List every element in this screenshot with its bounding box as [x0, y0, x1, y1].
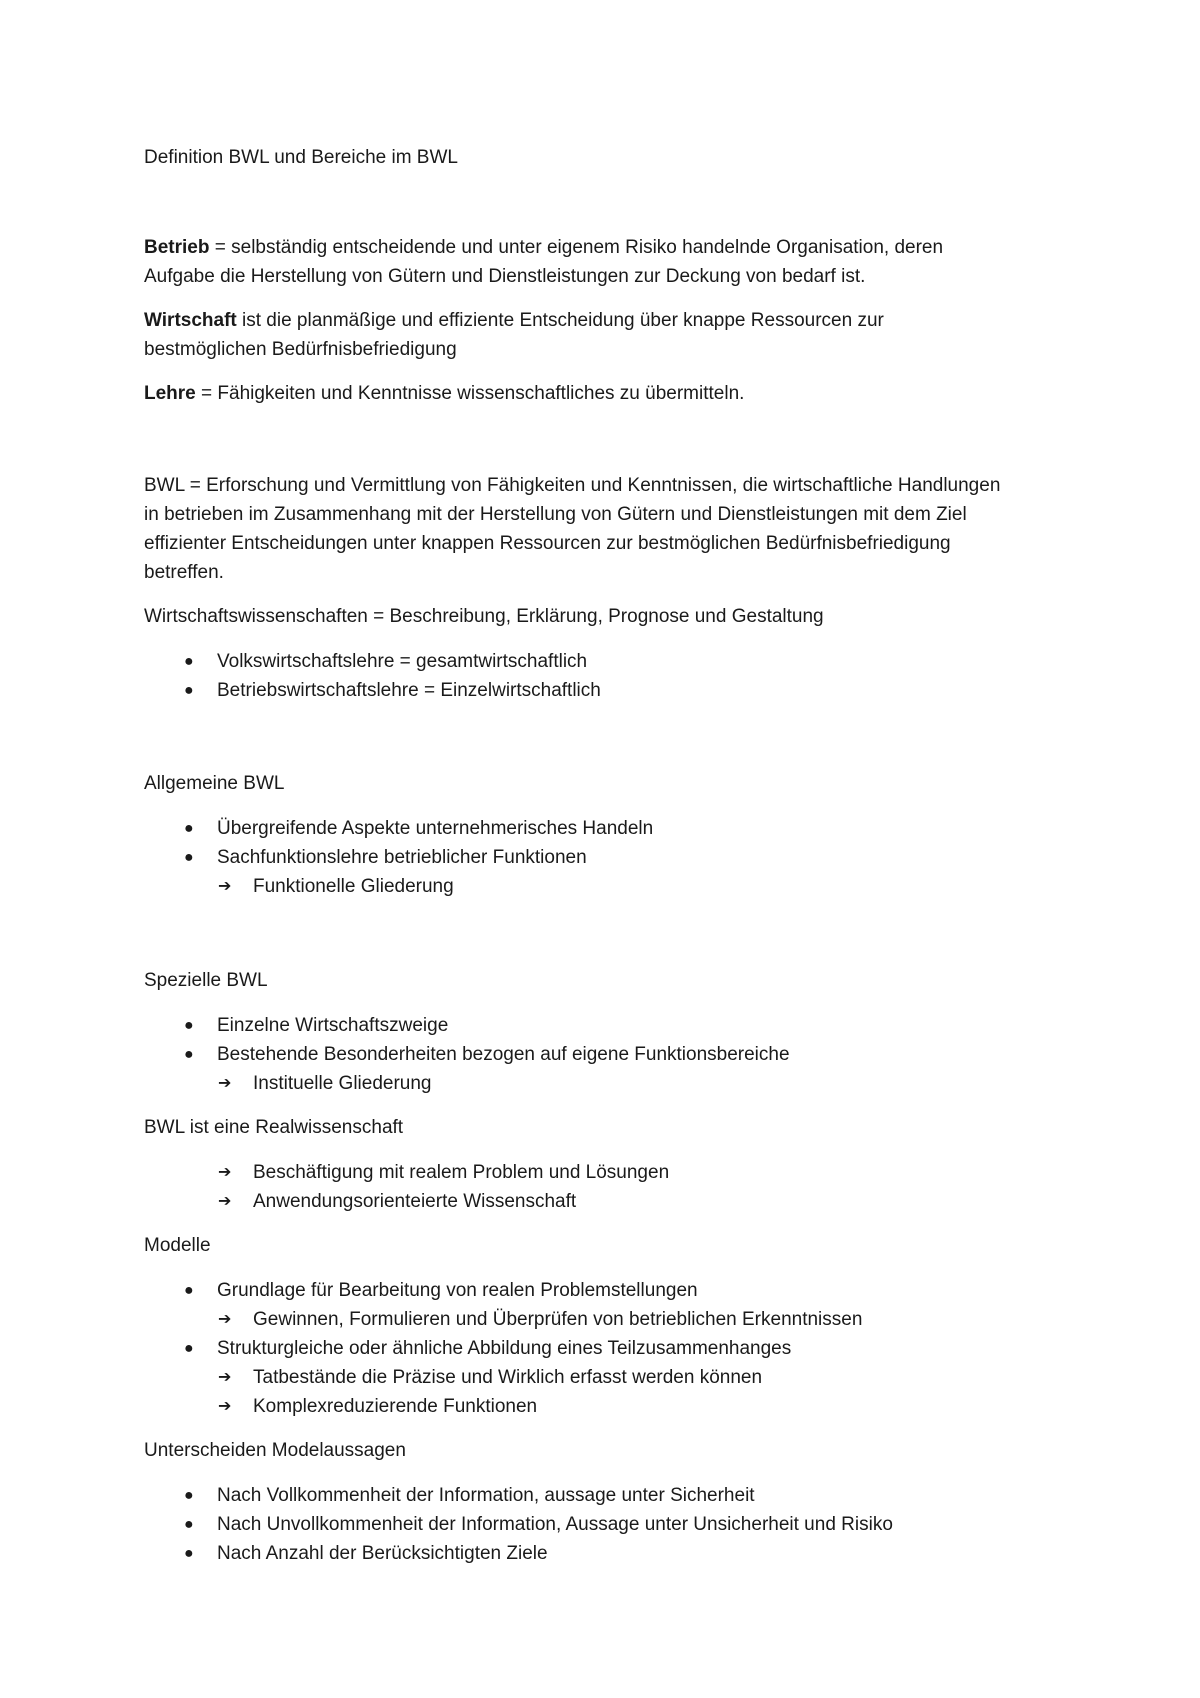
bullet-icon: ● [184, 1487, 194, 1504]
betrieb-definition-line-2: Aufgabe die Herstellung von Gütern und Dienstleistungen zur Deckung von bedarf ist. [144, 266, 866, 287]
bullet-icon: ● [184, 1046, 194, 1063]
document-title: Definition BWL und Bereiche im BWL [144, 147, 458, 168]
bwl-definition-line-1: BWL = Erforschung und Vermittlung von Fähigkeiten und Kenntnissen, die wirtschaftliche Handlungen [144, 475, 1001, 496]
spezielle-item-1: Einzelne Wirtschaftszweige [217, 1015, 449, 1036]
bullet-icon: ● [184, 682, 194, 699]
real-arrow-item-1: Beschäftigung mit realem Problem und Lösungen [253, 1162, 670, 1183]
real-arrow-item-2: Anwendungsorienteierte Wissenschaft [253, 1191, 577, 1212]
lehre-text: = Fähigkeiten und Kenntnisse wissenschaftliches zu übermitteln. [195, 383, 745, 404]
term-wirtschaft: Wirtschaft [144, 310, 237, 331]
bullet-icon: ● [184, 849, 194, 866]
unterscheiden-heading: Unterscheiden Modelaussagen [144, 1440, 406, 1461]
spezielle-heading: Spezielle BWL [144, 970, 268, 991]
betrieb-text-1: = selbständig entscheidende und unter eigenem Risiko handelnde Organisation, deren [209, 237, 944, 258]
allgemeine-heading: Allgemeine BWL [144, 773, 285, 794]
spezielle-item-2: Bestehende Besonderheiten bezogen auf eigene Funktionsbereiche [217, 1044, 790, 1065]
arrow-right-icon: ➔ [218, 878, 232, 895]
arrow-right-icon: ➔ [218, 1369, 232, 1386]
allgemeine-arrow-item: Funktionelle Gliederung [253, 876, 454, 897]
bullet-icon: ● [184, 1340, 194, 1357]
bullet-icon: ● [184, 1545, 194, 1562]
bwl-definition-line-4: betreffen. [144, 562, 224, 583]
arrow-right-icon: ➔ [218, 1075, 232, 1092]
allgemeine-item-2: Sachfunktionslehre betrieblicher Funktionen [217, 847, 587, 868]
bullet-icon: ● [184, 1282, 194, 1299]
modelle-heading: Modelle [144, 1235, 211, 1256]
bullet-icon: ● [184, 653, 194, 670]
term-lehre: Lehre [144, 383, 196, 404]
wirtschaft-definition-line-1 [144, 307, 884, 335]
wiwi-item-1: Volkswirtschaftslehre = gesamtwirtschaftlich [217, 651, 588, 672]
bullet-icon: ● [184, 820, 194, 837]
betrieb-definition-line-1 [144, 234, 943, 262]
modelle-arrow-1: Gewinnen, Formulieren und Überprüfen von betrieblichen Erkenntnissen [253, 1309, 863, 1330]
real-heading: BWL ist eine Realwissenschaft [144, 1117, 404, 1138]
wiwi-item-2: Betriebswirtschaftslehre = Einzelwirtschaftlich [217, 680, 601, 701]
arrow-right-icon: ➔ [218, 1164, 232, 1181]
bwl-definition-line-3: effizienter Entscheidungen unter knappen Ressourcen zur bestmöglichen Bedürfnisbefriedigung [144, 533, 951, 554]
unterscheiden-item-3: Nach Anzahl der Berücksichtigten Ziele [217, 1543, 548, 1564]
unterscheiden-item-2: Nach Unvollkommenheit der Information, Aussage unter Unsicherheit und Risiko [217, 1514, 893, 1535]
bullet-icon: ● [184, 1017, 194, 1034]
unterscheiden-item-1: Nach Vollkommenheit der Information, aussage unter Sicherheit [217, 1485, 755, 1506]
lehre-definition-line [144, 380, 744, 408]
modelle-item-1: Grundlage für Bearbeitung von realen Problemstellungen [217, 1280, 698, 1301]
modelle-arrow-3: Komplexreduzierende Funktionen [253, 1396, 538, 1417]
modelle-item-2: Strukturgleiche oder ähnliche Abbildung eines Teilzusammenhanges [217, 1338, 792, 1359]
arrow-right-icon: ➔ [218, 1193, 232, 1210]
allgemeine-item-1: Übergreifende Aspekte unternehmerisches Handeln [217, 818, 654, 839]
wirtschaft-text-1: ist die planmäßige und effiziente Entscheidung über knappe Ressourcen zur [236, 310, 884, 331]
bwl-definition-line-2: in betrieben im Zusammenhang mit der Herstellung von Gütern und Dienstleistungen mit dem Ziel [144, 504, 967, 525]
spezielle-arrow-item: Instituelle Gliederung [253, 1073, 432, 1094]
term-betrieb: Betrieb [144, 237, 210, 258]
arrow-right-icon: ➔ [218, 1311, 232, 1328]
modelle-arrow-2: Tatbestände die Präzise und Wirklich erfasst werden können [253, 1367, 763, 1388]
wiwi-heading: Wirtschaftswissenschaften = Beschreibung, Erklärung, Prognose und Gestaltung [144, 606, 824, 627]
wirtschaft-definition-line-2: bestmöglichen Bedürfnisbefriedigung [144, 339, 457, 360]
arrow-right-icon: ➔ [218, 1398, 232, 1415]
bullet-icon: ● [184, 1516, 194, 1533]
